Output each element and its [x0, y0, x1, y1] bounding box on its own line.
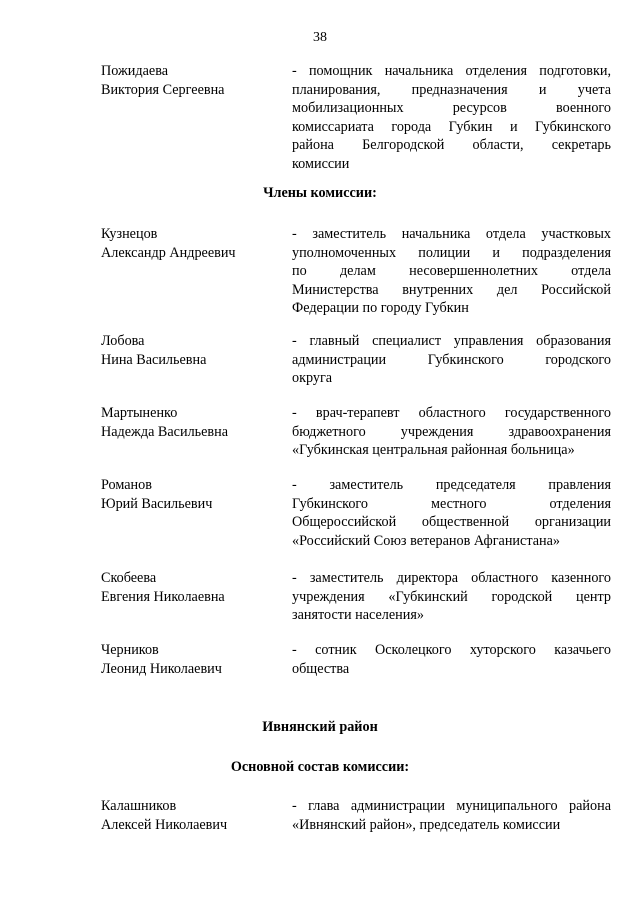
position-line: «Губкинская центральная районная больница» — [292, 442, 575, 459]
member-name — [101, 641, 281, 678]
member-given-names: Виктория Сергеевна — [101, 81, 225, 98]
member-position — [292, 404, 611, 460]
member-given-names: Надежда Васильевна — [101, 423, 229, 440]
position-line: планирования, предназначения и учета — [292, 81, 611, 98]
position-line: комиссариата города Губкин и Губкинского — [292, 118, 611, 135]
position-line: «Российский Союз ветеранов Афганистана» — [292, 532, 560, 549]
members-heading: Члены комиссии: — [263, 185, 377, 201]
member-given-names: Евгения Николаевна — [101, 588, 225, 605]
position-line: - врач-терапевт областного государственного — [292, 405, 611, 421]
member-surname: Мартыненко — [101, 405, 178, 421]
position-line: - сотник Осколецкого хуторского казачьего — [292, 642, 611, 658]
position-line: занятости населения» — [292, 607, 424, 624]
member-surname: Скобеева — [101, 570, 157, 586]
position-line: общества — [292, 660, 350, 677]
member-surname: Лобова — [101, 333, 145, 349]
member-name — [101, 62, 281, 99]
position-line: - глава администрации муниципального района — [292, 798, 611, 814]
member-name — [101, 332, 281, 369]
position-line: района Белгородской области, секретарь — [292, 137, 611, 154]
position-line: - заместитель начальника отдела участковых — [292, 226, 611, 242]
position-line: администрации Губкинского городского — [292, 351, 611, 368]
position-line: округа — [292, 370, 333, 387]
member-name — [101, 225, 281, 262]
member-name — [101, 569, 281, 606]
member-surname: Кузнецов — [101, 226, 158, 242]
position-line: - заместитель председателя правления — [292, 477, 611, 493]
member-position — [292, 225, 611, 318]
member-position — [292, 797, 611, 834]
member-position — [292, 332, 611, 388]
member-name — [101, 404, 281, 441]
position-line: по делам несовершеннолетних отдела — [292, 263, 611, 280]
member-name — [101, 476, 281, 513]
position-line: «Ивнянский район», председатель комиссии — [292, 816, 561, 833]
page-number: 38 — [313, 30, 327, 45]
member-given-names: Нина Васильевна — [101, 351, 207, 368]
position-line: комиссии — [292, 155, 350, 172]
position-line: - заместитель директора областного казенного — [292, 570, 611, 586]
member-position — [292, 641, 611, 678]
member-surname: Калашников — [101, 798, 177, 814]
position-line: бюджетного учреждения здравоохранения — [292, 423, 611, 440]
position-line: уполномоченных полиции и подразделения — [292, 244, 611, 261]
member-surname: Черников — [101, 642, 159, 658]
district-heading: Ивнянский район — [262, 719, 378, 735]
position-line: учреждения «Губкинский городской центр — [292, 588, 611, 605]
position-line: Губкинского местного отделения — [292, 495, 611, 512]
member-surname: Романов — [101, 477, 152, 493]
position-line: Общероссийской общественной организации — [292, 514, 611, 531]
member-given-names: Александр Андреевич — [101, 244, 236, 261]
member-position — [292, 569, 611, 625]
main-composition-heading: Основной состав комиссии: — [230, 759, 410, 775]
member-position — [292, 62, 611, 174]
member-name — [101, 797, 281, 834]
member-given-names: Леонид Николаевич — [101, 660, 222, 677]
member-position — [292, 476, 611, 550]
position-line: Федерации по городу Губкин — [292, 300, 469, 317]
position-line: - главный специалист управления образования — [292, 333, 611, 349]
position-line: Министерства внутренних дел Российской — [292, 281, 611, 298]
position-line: мобилизационных ресурсов военного — [292, 100, 611, 117]
member-given-names: Юрий Васильевич — [101, 495, 213, 512]
position-line: - помощник начальника отделения подготовки, — [292, 63, 611, 79]
member-given-names: Алексей Николаевич — [101, 816, 228, 833]
member-surname: Пожидаева — [101, 63, 169, 79]
